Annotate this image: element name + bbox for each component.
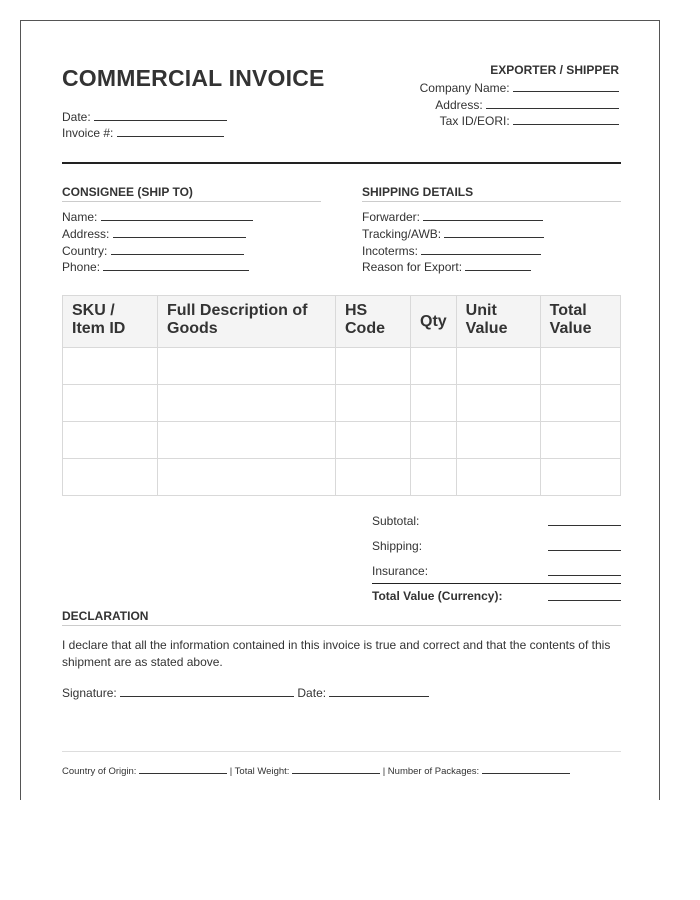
shipping-cost-field[interactable] <box>548 538 621 551</box>
totals-divider <box>372 583 621 584</box>
consignee-address-label: Address: <box>62 227 110 241</box>
exporter-address-row <box>435 96 619 112</box>
subtotal-field[interactable] <box>548 513 621 526</box>
table-cell[interactable] <box>540 385 620 422</box>
consignee-country-field[interactable] <box>111 242 244 255</box>
tax-id-field[interactable] <box>513 112 619 125</box>
table-cell[interactable] <box>411 459 457 496</box>
col-unit-value-header: Unit Value <box>456 296 540 348</box>
table-cell[interactable] <box>158 422 336 459</box>
table-cell[interactable] <box>63 422 158 459</box>
shipping-rule <box>362 201 621 202</box>
exporter-company-row <box>420 79 619 95</box>
header-divider <box>62 162 621 164</box>
table-cell[interactable] <box>158 385 336 422</box>
date-label: Date: <box>62 110 91 124</box>
forwarder-label: Forwarder: <box>362 210 421 224</box>
signature-label: Signature: <box>62 686 117 700</box>
table-cell[interactable] <box>158 459 336 496</box>
invoice-title: COMMERCIAL INVOICE <box>62 65 325 91</box>
exporter-heading: EXPORTER / SHIPPER <box>490 63 619 77</box>
table-cell[interactable] <box>540 422 620 459</box>
insurance-field[interactable] <box>548 563 621 576</box>
shipping-heading: SHIPPING DETAILS <box>362 185 474 199</box>
origin-label: Country of Origin: <box>62 766 137 777</box>
table-cell[interactable] <box>540 459 620 496</box>
declaration-rule <box>62 625 621 626</box>
table-cell[interactable] <box>336 385 411 422</box>
table-cell[interactable] <box>63 385 158 422</box>
declaration-text: I declare that all the information contained in this invoice is true and correct and that the contents of this shipment are as stated above. <box>62 638 611 669</box>
consignee-address-field[interactable] <box>113 225 246 238</box>
signature-date-label: Date: <box>297 686 327 700</box>
consignee-name-row <box>62 208 253 225</box>
weight-field[interactable] <box>292 764 380 774</box>
table-row <box>63 422 621 459</box>
invoice-number-field[interactable] <box>117 124 224 137</box>
packages-label: | Number of Packages: <box>382 766 480 777</box>
table-cell[interactable] <box>456 459 540 496</box>
invoice-number-row <box>62 124 224 141</box>
weight-label: | Total Weight: <box>229 766 290 777</box>
consignee-phone-field[interactable] <box>103 258 249 271</box>
table-row <box>63 385 621 422</box>
forwarder-row <box>362 208 543 225</box>
signature-date-field[interactable] <box>329 684 429 697</box>
consignee-phone-label: Phone: <box>62 260 101 274</box>
table-cell[interactable] <box>540 348 620 385</box>
company-name-field[interactable] <box>513 79 619 92</box>
consignee-heading: CONSIGNEE (SHIP TO) <box>62 185 193 199</box>
reason-row <box>362 258 531 275</box>
company-name-label: Company Name: <box>419 81 510 95</box>
date-row <box>62 108 227 125</box>
table-cell[interactable] <box>158 348 336 385</box>
table-cell[interactable] <box>456 385 540 422</box>
footer-divider <box>62 751 621 752</box>
reason-field[interactable] <box>465 258 531 271</box>
items-table <box>62 295 621 496</box>
subtotal-label: Subtotal: <box>372 514 420 528</box>
consignee-country-label: Country: <box>62 244 108 258</box>
footer-row <box>62 764 570 777</box>
tracking-label: Tracking/AWB: <box>362 227 442 241</box>
col-hs-code-header: HS Code <box>336 296 411 348</box>
consignee-name-field[interactable] <box>101 208 253 221</box>
signature-row <box>62 684 429 701</box>
forwarder-field[interactable] <box>423 208 543 221</box>
col-sku-header: SKU / Item ID <box>63 296 158 348</box>
signature-field[interactable] <box>120 684 294 697</box>
table-cell[interactable] <box>336 459 411 496</box>
exporter-address-field[interactable] <box>486 96 619 109</box>
table-row <box>63 459 621 496</box>
col-qty-header: Qty <box>411 296 457 348</box>
table-cell[interactable] <box>63 348 158 385</box>
reason-label: Reason for Export: <box>362 260 463 274</box>
tracking-row <box>362 225 544 242</box>
exporter-address-label: Address: <box>435 98 483 112</box>
items-header-row <box>63 296 621 348</box>
declaration-heading: DECLARATION <box>62 609 149 623</box>
consignee-name-label: Name: <box>62 210 98 224</box>
consignee-rule <box>62 201 321 202</box>
col-total-value-header: Total Value <box>540 296 620 348</box>
col-description-header: Full Description of Goods <box>158 296 336 348</box>
insurance-label: Insurance: <box>372 564 429 578</box>
tax-id-label: Tax ID/EORI: <box>439 114 510 128</box>
table-cell[interactable] <box>411 422 457 459</box>
shipping-cost-label: Shipping: <box>372 539 423 553</box>
incoterms-label: Incoterms: <box>362 244 419 258</box>
total-value-field[interactable] <box>548 588 621 601</box>
table-cell[interactable] <box>336 348 411 385</box>
consignee-address-row <box>62 225 246 242</box>
origin-field[interactable] <box>139 764 227 774</box>
table-cell[interactable] <box>63 459 158 496</box>
table-cell[interactable] <box>456 348 540 385</box>
incoterms-field[interactable] <box>421 242 541 255</box>
incoterms-row <box>362 242 541 259</box>
table-cell[interactable] <box>411 385 457 422</box>
consignee-country-row <box>62 242 244 259</box>
tracking-field[interactable] <box>444 225 544 238</box>
table-cell[interactable] <box>456 422 540 459</box>
consignee-phone-row <box>62 258 249 275</box>
total-value-label: Total Value (Currency): <box>372 589 503 603</box>
date-field[interactable] <box>94 108 227 121</box>
invoice-number-label: Invoice #: <box>62 126 114 140</box>
exporter-tax-row <box>440 112 619 128</box>
table-row <box>63 348 621 385</box>
invoice-sheet <box>20 20 660 800</box>
table-cell[interactable] <box>336 422 411 459</box>
table-cell[interactable] <box>411 348 457 385</box>
packages-field[interactable] <box>482 764 570 774</box>
